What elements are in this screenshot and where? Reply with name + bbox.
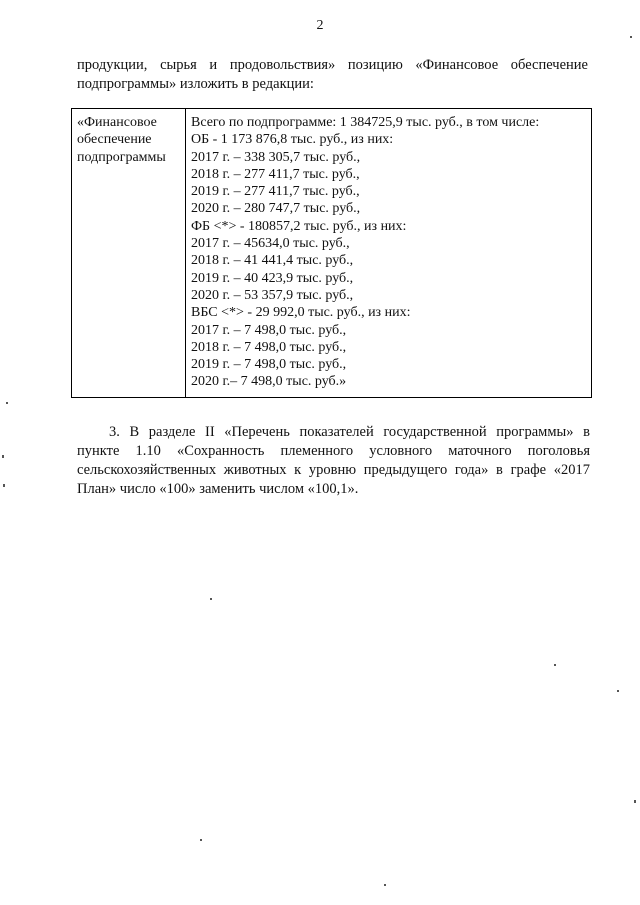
label-line: «Финансовое (77, 115, 157, 130)
scan-speck (630, 36, 632, 38)
page-number: 2 (316, 18, 324, 33)
scan-speck (3, 484, 5, 487)
scan-speck (200, 839, 202, 841)
value-line: 2017 г. – 45634,0 тыс. руб., (191, 236, 350, 252)
value-line: 2020 г. – 280 747,7 тыс. руб., (191, 201, 361, 217)
value-line: 2019 г. – 7 498,0 тыс. руб., (191, 357, 347, 373)
value-line-ob: ОБ - 1 173 876,8 тыс. руб., из них: (191, 132, 394, 148)
paragraph-3-line-1: 3. В разделе II «Перечень показателей государственной программы» в (109, 424, 590, 440)
scan-speck (210, 598, 212, 600)
label-line: подпрограммы (77, 149, 166, 165)
intro-line-2: подпрограммы» изложить в редакции: (77, 76, 314, 92)
value-line: 2017 г. – 338 305,7 тыс. руб., (191, 149, 361, 165)
value-line-fb: ФБ <*> - 180857,2 тыс. руб., из них: (191, 218, 407, 234)
financing-table (71, 108, 592, 398)
label-line: обеспечение (77, 132, 152, 148)
value-line-vbs: ВБС <*> - 29 992,0 тыс. руб., из них: (191, 305, 411, 321)
intro-paragraph (77, 56, 588, 94)
paragraph-3-line-3: сельскохозяйственных животных к уровню предыдущего года» в графе «2017 (77, 462, 590, 478)
scan-speck (554, 664, 556, 666)
scan-speck (634, 800, 636, 803)
value-line: 2018 г. – 7 498,0 тыс. руб., (191, 339, 347, 355)
value-line: 2017 г. – 7 498,0 тыс. руб., (191, 322, 347, 338)
value-line: 2019 г. – 40 423,9 тыс. руб., (191, 270, 354, 286)
intro-line-1: продукции, сырья и продовольствия» позицию «Финансовое обеспечение (77, 57, 588, 73)
paragraph-3 (77, 423, 590, 499)
scan-speck (2, 455, 4, 458)
value-line: 2019 г. – 277 411,7 тыс. руб., (191, 184, 360, 200)
table-row (72, 109, 592, 398)
scan-speck (384, 884, 386, 886)
table-value-cell (186, 109, 592, 398)
value-line: 2018 г. – 277 411,7 тыс. руб., (191, 166, 360, 182)
scan-speck (6, 402, 8, 404)
value-line-total: Всего по подпрограмме: 1 384725,9 тыс. руб., в том числе: (191, 115, 540, 130)
value-line: 2020 г.– 7 498,0 тыс. руб.» (191, 374, 347, 390)
paragraph-3-line-2: пункте 1.10 «Сохранность племенного условного маточного поголовья (77, 443, 590, 459)
table-label-cell (72, 109, 186, 398)
value-line: 2018 г. – 41 441,4 тыс. руб., (191, 253, 354, 269)
scan-speck (617, 690, 619, 692)
paragraph-3-line-4: План» число «100» заменить числом «100,1». (77, 481, 359, 497)
value-line: 2020 г. – 53 357,9 тыс. руб., (191, 287, 354, 303)
